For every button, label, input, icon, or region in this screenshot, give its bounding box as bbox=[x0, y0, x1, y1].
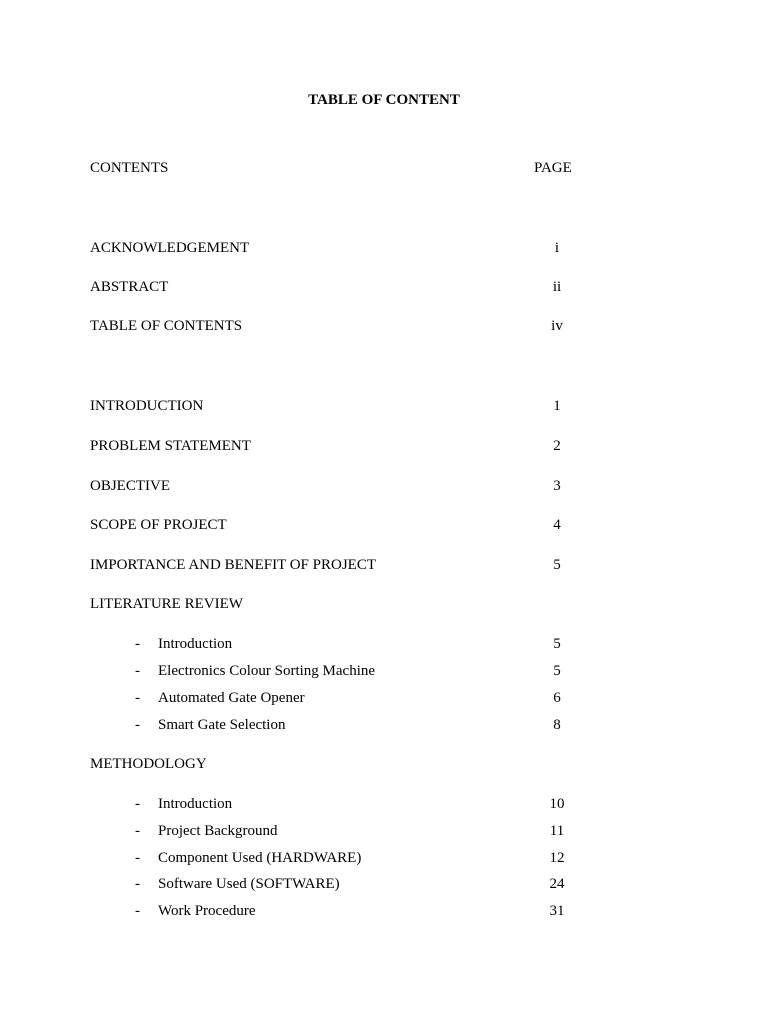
toc-entry bbox=[0, 436, 768, 456]
toc-entry-page: ii bbox=[552, 279, 562, 295]
toc-header-row bbox=[0, 158, 768, 178]
literature-review-heading: LITERATURE REVIEW bbox=[90, 596, 243, 612]
toc-entry-label: TABLE OF CONTENTS bbox=[90, 318, 243, 334]
toc-subentry bbox=[0, 821, 768, 841]
toc-subentry-label: Introduction bbox=[158, 796, 233, 812]
toc-subentry-label: Software Used (SOFTWARE) bbox=[158, 876, 340, 892]
toc-subentry-page: 31 bbox=[549, 903, 565, 919]
toc-entry-label: ABSTRACT bbox=[90, 279, 169, 295]
toc-subentry-page: 6 bbox=[553, 690, 561, 706]
toc-entry bbox=[0, 555, 768, 575]
toc-subentry-label: Introduction bbox=[158, 636, 233, 652]
toc-entry-label: ACKNOWLEDGEMENT bbox=[90, 240, 250, 256]
toc-subentry bbox=[0, 848, 768, 868]
toc-subentry bbox=[0, 901, 768, 921]
toc-entry-page: 1 bbox=[553, 398, 561, 414]
toc-entry-label: OBJECTIVE bbox=[90, 478, 170, 494]
toc-entry-label: INTRODUCTION bbox=[90, 398, 204, 414]
toc-entry-page: i bbox=[554, 240, 560, 256]
toc-subentry-page: 10 bbox=[549, 796, 565, 812]
bullet-dash: - bbox=[135, 903, 140, 919]
toc-subentry-page: 5 bbox=[553, 636, 561, 652]
toc-subentry-page: 24 bbox=[549, 876, 565, 892]
bullet-dash: - bbox=[135, 663, 140, 679]
toc-entry-page: iv bbox=[551, 318, 563, 334]
toc-subentry-page: 8 bbox=[553, 717, 561, 733]
toc-entry bbox=[0, 238, 768, 258]
toc-entry-page: 5 bbox=[553, 557, 561, 573]
toc-entry-page: 3 bbox=[553, 478, 561, 494]
toc-entry-label: PROBLEM STATEMENT bbox=[90, 438, 251, 454]
toc-subentry-page: 11 bbox=[549, 823, 565, 839]
toc-subentry-label: Component Used (HARDWARE) bbox=[158, 850, 362, 866]
toc-entry bbox=[0, 277, 768, 297]
toc-entry-label: SCOPE OF PROJECT bbox=[90, 517, 227, 533]
toc-entry-label: IMPORTANCE AND BENEFIT OF PROJECT bbox=[90, 557, 376, 573]
toc-subentry-page: 5 bbox=[553, 663, 561, 679]
toc-entry-page: 2 bbox=[553, 438, 561, 454]
bullet-dash: - bbox=[135, 717, 140, 733]
toc-entry bbox=[0, 515, 768, 535]
contents-heading: CONTENTS bbox=[90, 160, 169, 176]
bullet-dash: - bbox=[135, 636, 140, 652]
toc-subentry-label: Automated Gate Opener bbox=[158, 690, 305, 706]
toc-subentry bbox=[0, 661, 768, 681]
toc-section-heading bbox=[0, 594, 768, 614]
methodology-heading: METHODOLOGY bbox=[90, 756, 207, 772]
toc-entry-page: 4 bbox=[553, 517, 561, 533]
bullet-dash: - bbox=[135, 850, 140, 866]
toc-subentry-page: 12 bbox=[549, 850, 565, 866]
toc-subentry-label: Smart Gate Selection bbox=[158, 717, 286, 733]
toc-subentry bbox=[0, 715, 768, 735]
toc-subentry bbox=[0, 634, 768, 654]
toc-subentry-label: Electronics Colour Sorting Machine bbox=[158, 663, 376, 679]
toc-entry bbox=[0, 316, 768, 336]
toc-subentry bbox=[0, 688, 768, 708]
toc-subentry-label: Project Background bbox=[158, 823, 278, 839]
toc-entry bbox=[0, 396, 768, 416]
bullet-dash: - bbox=[135, 796, 140, 812]
toc-entry bbox=[0, 476, 768, 496]
bullet-dash: - bbox=[135, 823, 140, 839]
bullet-dash: - bbox=[135, 876, 140, 892]
bullet-dash: - bbox=[135, 690, 140, 706]
page-title: TABLE OF CONTENT bbox=[308, 92, 460, 108]
page-heading: PAGE bbox=[534, 160, 572, 176]
toc-subentry bbox=[0, 794, 768, 814]
toc-subentry bbox=[0, 874, 768, 894]
toc-section-heading bbox=[0, 754, 768, 774]
toc-subentry-label: Work Procedure bbox=[158, 903, 256, 919]
